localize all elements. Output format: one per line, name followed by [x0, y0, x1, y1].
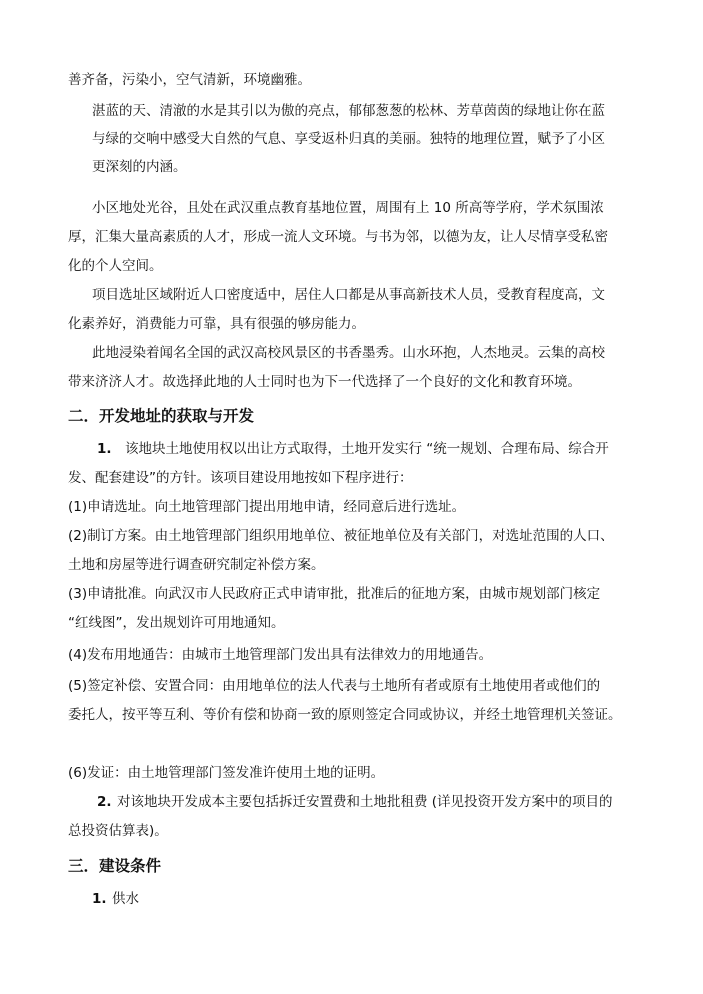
section-3-item-1-text: 供水 [112, 891, 139, 907]
p4-line-2: 带来济济人才。故选择此地的人士同时也为下一代选择了一个良好的文化和教育环境。 [68, 374, 581, 390]
p4-line-1: 此地浸染着闻名全国的武汉高校风景区的书香墨秀。山水环抱，人杰地灵。云集的高校 [92, 345, 605, 361]
section-2-item-2-number: 2. [97, 794, 112, 810]
p1-line-1: 湛蓝的天、清澈的水是其引以为傲的亮点，郁郁葱葱的松林、芳草茵茵的绿地让你在蓝 [92, 103, 605, 119]
step-2-line-2: 土地和房屋等进行调查研究制定补偿方案。 [68, 557, 325, 573]
step-1: (1)申请选址。向土地管理部门提出用地申请，经同意后进行选址。 [68, 499, 466, 515]
section-2-item-1-line-2: 发、配套建设”的方针。该项目建设用地按如下程序进行： [68, 470, 413, 486]
p2-line-1: 小区地处光谷，且处在武汉重点教育基地位置，周围有上 10 所高等学府，学术氛围浓 [92, 200, 604, 216]
section-3-heading: 三．建设条件 [68, 857, 162, 875]
p1-line-3: 更深刻的内涵。 [92, 159, 187, 175]
p3-line-2: 化素养好，消费能力可靠，具有很强的够房能力。 [68, 316, 365, 332]
intro-line-1: 善齐备，污染小，空气清新，环境幽雅。 [68, 72, 311, 88]
section-2-item-1-line-1: 该地块土地使用权以出让方式取得，土地开发实行 “统一规划、合理布局、综合开 [125, 441, 609, 457]
p2-line-2: 厚，汇集大量高素质的人才，形成一流人文环境。与书为邻，以德为友，让人尽情享受私密 [68, 229, 608, 245]
step-4: (4)发布用地通告：由城市土地管理部门发出具有法律效力的用地通告。 [68, 647, 493, 663]
step-2-line-1: (2)制订方案。由土地管理部门组织用地单位、被征地单位及有关部门，对选址范围的人口、 [68, 528, 614, 544]
p2-line-3: 化的个人空间。 [68, 258, 163, 274]
step-3-line-2: “红线图”，发出规划许可用地通知。 [68, 615, 285, 631]
p3-line-1: 项目选址区域附近人口密度适中，居住人口都是从事高新技术人员，受教育程度高，文 [92, 287, 605, 303]
section-2-item-2-line-2: 总投资估算表)。 [68, 823, 168, 839]
step-3-line-1: (3)申请批准。向武汉市人民政府正式申请审批，批准后的征地方案，由城市规划部门核定 [68, 586, 601, 602]
step-6: (6)发证：由土地管理部门签发准许使用土地的证明。 [68, 765, 385, 781]
p1-line-2: 与绿的交响中感受大自然的气息、享受返朴归真的美丽。独特的地理位置，赋予了小区 [92, 131, 605, 147]
section-3-item-1-number: 1. [92, 891, 107, 907]
section-2-item-2-line-1: 对该地块开发成本主要包括拆迁安置费和土地批租费 (详见投资开发方案中的项目的 [117, 794, 613, 810]
section-2-heading: 二．开发地址的获取与开发 [68, 407, 255, 425]
section-2-item-1-number: 1. [97, 441, 112, 457]
step-5-line-1: (5)签定补偿、安置合同：由用地单位的法人代表与土地所有者或原有土地使用者或他们的 [68, 678, 601, 694]
step-5-line-2: 委托人，按平等互利、等价有偿和协商一致的原则签定合同或协议，并经土地管理机关签证。 [68, 707, 622, 723]
